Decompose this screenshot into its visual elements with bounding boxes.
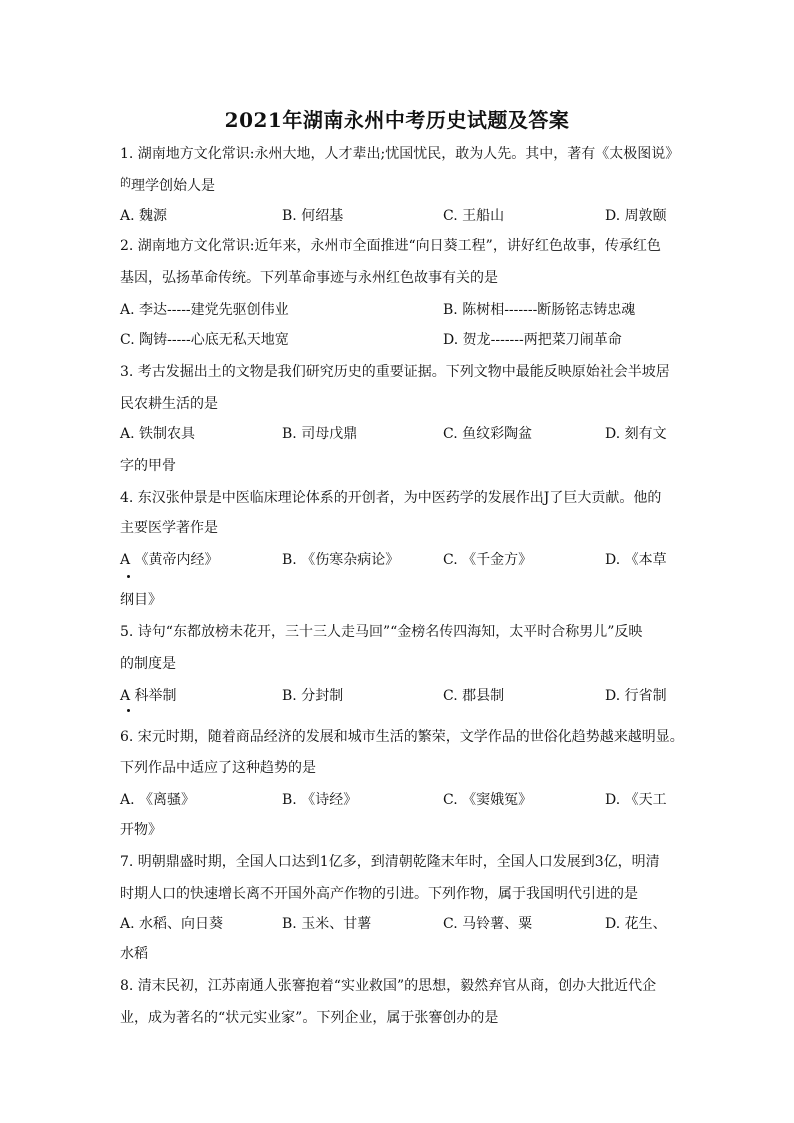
question-4-option-a: A 《黄帝内经》: [120, 552, 219, 568]
question-4-option-d: D. 《本草: [605, 552, 667, 568]
question-5-line-1: 5. 诗句“东都放榜未花开，三十三人走马回”“金榜名传四海知，太平时合称男儿”反映: [120, 624, 643, 640]
question-6-line-1: 6. 宋元时期，随着商品经济的发展和城市生活的繁荣，文学作品的世俗化趋势越来越明显。: [120, 729, 684, 745]
question-6-option-c: C. 《窦娥冤》: [443, 792, 533, 808]
question-1-option-d: D. 周敦颐: [605, 208, 667, 224]
question-5-dot-mark: [127, 709, 130, 712]
question-5-option-d: D. 行省制: [605, 688, 667, 704]
question-1-option-a: A. 魏源: [120, 208, 168, 224]
question-3-line-2: 民农耕生活的是: [120, 396, 218, 412]
question-5-options: [120, 686, 680, 706]
question-6-option-d-wrap: 开物》: [120, 822, 162, 838]
question-2-options-row-2: [120, 330, 680, 350]
question-4-line-1: 4. 东汉张仲景是中医临床理论体系的开创者，为中医药学的发展作出J了巨大贡献。他的: [120, 490, 662, 506]
question-8-line-2: 业，成为著名的“状元实业家”。下列企业，属于张謇创办的是: [120, 1010, 499, 1026]
question-7-option-b: B. 玉米、甘薯: [282, 916, 372, 932]
question-7-option-d-wrap: 水稻: [120, 946, 148, 962]
question-3-options: [120, 424, 680, 444]
question-2-option-b: B. 陈树相-------断肠铭志铸忠魂: [443, 302, 636, 318]
question-3-option-b: B. 司母戊鼎: [282, 426, 358, 442]
question-2-options-row-1: [120, 300, 680, 320]
question-6-options: [120, 790, 680, 810]
question-1-option-b: B. 何绍基: [282, 208, 344, 224]
question-3-option-c: C. 鱼纹彩陶盆: [443, 426, 533, 442]
question-1-line-2-text: 理学创始人是: [131, 178, 215, 194]
question-7-option-d: D. 花生、: [605, 916, 667, 932]
question-7-options: [120, 914, 680, 934]
question-6-line-2: 下列作品中适应了这种趋势的是: [120, 760, 316, 776]
page-title: 2021年湖南永州中考历史试题及答案: [224, 108, 570, 132]
question-7-option-c: C. 马铃薯、粟: [443, 916, 533, 932]
question-3-line-1: 3. 考古发掘出土的文物是我们研究历史的重要证据。下列文物中最能反映原始社会半坡居: [120, 364, 670, 380]
question-1-option-c: C. 王船山: [443, 208, 505, 224]
question-8-line-1: 8. 清末民初，江苏南通人张謇抱着“实业救国”的思想，毅然弃官从商，创办大批近代企: [120, 978, 657, 994]
question-4-dot-mark: [127, 575, 130, 578]
question-2-option-d: D. 贺龙-------两把菜刀闹革命: [443, 332, 622, 348]
question-2-line-1: 2. 湖南地方文化常识:近年来，永州市全面推进“向日葵工程”，讲好红色故事，传承红色: [120, 238, 661, 254]
question-7-line-1: 7. 明朝鼎盛时期，全国人口达到1亿多，到清朝乾隆末年时，全国人口发展到3亿，明清: [120, 854, 660, 870]
question-5-option-a: A 科举制: [120, 688, 177, 704]
question-3-option-a: A. 铁制农具: [120, 426, 196, 442]
question-3-option-d-wrap: 字的甲骨: [120, 458, 176, 474]
question-1-line-2-prefix: 的: [120, 176, 131, 189]
question-2-line-2: 基因，弘扬革命传统。下列革命事迹与永州红色故事有关的是: [120, 270, 498, 286]
question-1-line-1: 1. 湖南地方文化常识:永州大地，人才辈出;忧国忧民，敢为人先。其中，著有《太极图说》: [120, 146, 680, 162]
question-4-option-d-wrap: 纲目》: [120, 592, 162, 608]
question-5-option-c: C. 郡县制: [443, 688, 505, 704]
question-6-option-d: D. 《天工: [605, 792, 667, 808]
question-5-line-2: 的制度是: [120, 656, 176, 672]
question-4-option-c: C. 《千金方》: [443, 552, 533, 568]
question-4-line-2: 主要医学著作是: [120, 520, 218, 536]
question-3-option-d: D. 刻有文: [605, 426, 667, 442]
question-7-line-2: 时期人口的快速增长离不开国外高产作物的引进。下列作物，属于我国明代引进的是: [120, 886, 638, 902]
question-2-option-c: C. 陶铸-----心底无私天地宽: [120, 332, 289, 348]
question-1-options: [120, 206, 680, 226]
question-2-option-a: A. 李达-----建党先驱创伟业: [120, 302, 289, 318]
question-4-option-b: B. 《伤寒杂病论》: [282, 552, 400, 568]
question-6-option-b: B. 《诗经》: [282, 792, 358, 808]
question-7-option-a: A. 水稻、向日葵: [120, 916, 224, 932]
question-6-option-a: A. 《离骚》: [120, 792, 196, 808]
question-4-options: [120, 550, 680, 570]
question-1-line-2: [120, 176, 680, 197]
question-5-option-b: B. 分封制: [282, 688, 344, 704]
